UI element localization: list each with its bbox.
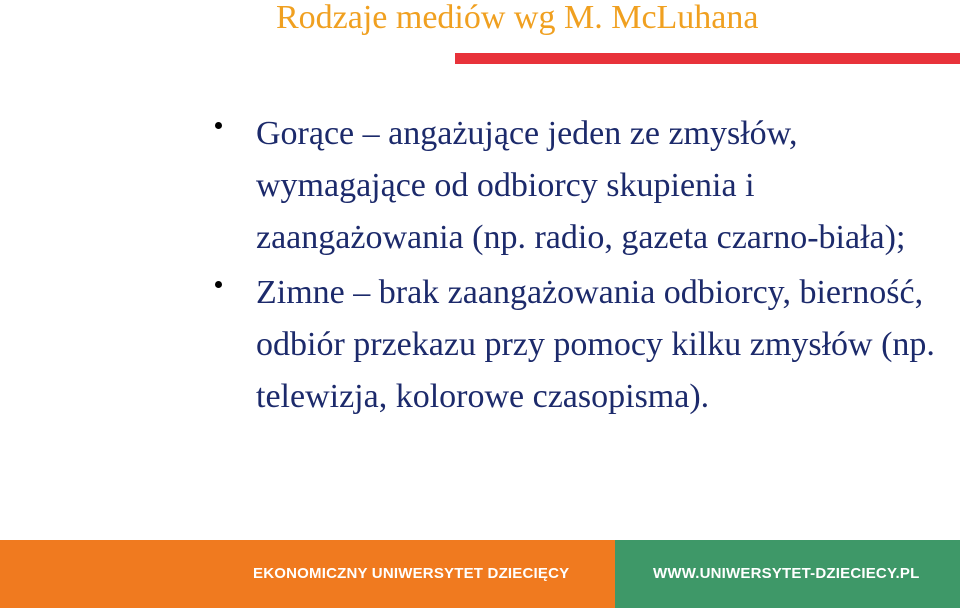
footer-right-panel	[615, 540, 960, 608]
footer-bar	[0, 540, 960, 608]
bullet-dot-icon	[215, 281, 222, 288]
footer-university-name: EKONOMICZNY UNIWERSYTET DZIECIĘCY	[253, 565, 570, 582]
bullet-item-hot-media	[206, 108, 946, 264]
bullet-item-cold-media	[206, 267, 946, 423]
footer-website-link[interactable]: WWW.UNIWERSYTET-DZIECIECY.PL	[653, 565, 920, 582]
slide-title: Rodzaje mediów wg M. McLuhana	[276, 0, 759, 36]
title-underline-bar	[455, 53, 960, 64]
bullet-list	[206, 108, 946, 426]
bullet-text: Zimne – brak zaangażowania odbiorcy, bierność, odbiór przekazu przy pomocy kilku zmysłów (np. telewizja, kolorowe czasopisma).	[256, 274, 935, 415]
footer-left-panel	[0, 540, 615, 608]
bullet-text: Gorące – angażujące jeden ze zmysłów, wymagające od odbiorcy skupienia i zaangażowania (np. radio, gazeta czarno-biała);	[256, 115, 906, 256]
bullet-dot-icon	[215, 122, 222, 129]
